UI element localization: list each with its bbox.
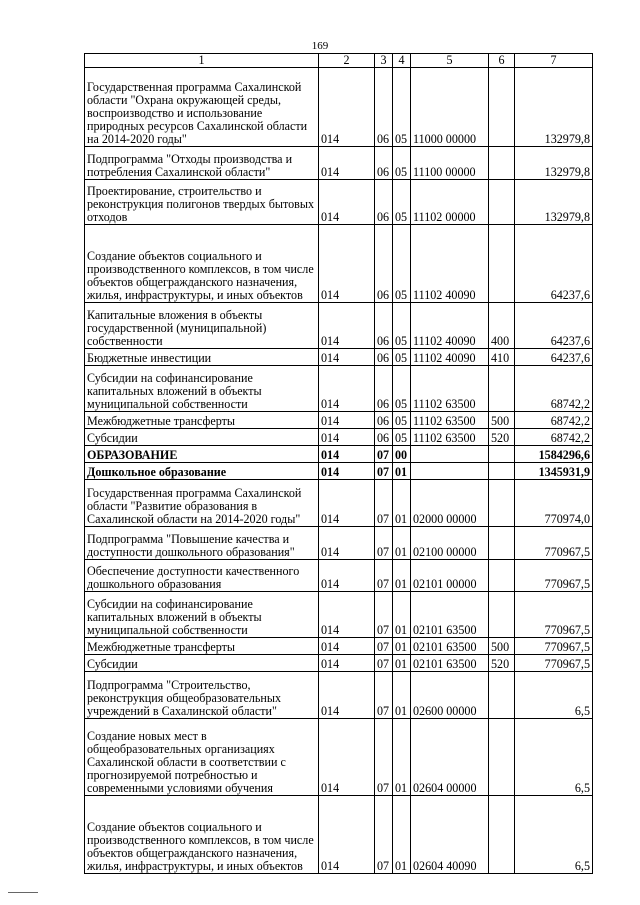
item-name-cell: Обеспечение доступности качественного дошкольного образования — [85, 560, 319, 592]
code-section-cell: 07 — [375, 463, 393, 480]
table-row — [85, 592, 593, 638]
code-admin-cell: 014 — [319, 672, 375, 719]
table-row — [85, 655, 593, 672]
table-row — [85, 638, 593, 655]
code-expense-type-cell — [489, 592, 515, 638]
code-expense-type-cell: 520 — [489, 429, 515, 446]
table-row — [85, 303, 593, 349]
code-admin-cell: 014 — [319, 147, 375, 180]
code-admin-cell: 014 — [319, 180, 375, 225]
code-section-cell: 06 — [375, 349, 393, 366]
budget-table — [84, 53, 593, 874]
code-admin-cell: 014 — [319, 412, 375, 429]
code-subsection-cell: 01 — [393, 719, 411, 796]
code-target-cell: 02100 00000 — [411, 527, 489, 560]
amount-cell: 64237,6 — [515, 349, 593, 366]
code-section-cell: 06 — [375, 429, 393, 446]
item-name-cell: Субсидии — [85, 655, 319, 672]
item-name-cell: Государственная программа Сахалинской области "Развитие образования в Сахалинской области на 2014-2020 годы" — [85, 480, 319, 527]
code-expense-type-cell — [489, 366, 515, 412]
item-name-cell: Межбюджетные трансферты — [85, 412, 319, 429]
header-cell: 4 — [393, 54, 411, 68]
code-subsection-cell: 05 — [393, 303, 411, 349]
code-expense-type-cell — [489, 560, 515, 592]
code-target-cell: 02604 00000 — [411, 719, 489, 796]
code-target-cell: 11100 00000 — [411, 147, 489, 180]
table-row — [85, 527, 593, 560]
amount-cell: 132979,8 — [515, 68, 593, 147]
code-expense-type-cell — [489, 463, 515, 480]
code-subsection-cell: 01 — [393, 796, 411, 874]
item-name-cell: Проектирование, строительство и реконструкция полигонов твердых бытовых отходов — [85, 180, 319, 225]
code-subsection-cell: 01 — [393, 655, 411, 672]
code-expense-type-cell: 410 — [489, 349, 515, 366]
amount-cell: 770967,5 — [515, 655, 593, 672]
table-row — [85, 463, 593, 480]
code-section-cell: 07 — [375, 655, 393, 672]
item-name-cell: Субсидии — [85, 429, 319, 446]
code-target-cell: 11102 63500 — [411, 412, 489, 429]
code-subsection-cell: 05 — [393, 147, 411, 180]
code-target-cell: 02101 63500 — [411, 638, 489, 655]
amount-cell: 1584296,6 — [515, 446, 593, 463]
code-section-cell: 07 — [375, 796, 393, 874]
table-row — [85, 446, 593, 463]
code-admin-cell: 014 — [319, 429, 375, 446]
code-subsection-cell: 05 — [393, 180, 411, 225]
code-admin-cell: 014 — [319, 225, 375, 303]
amount-cell: 64237,6 — [515, 225, 593, 303]
amount-cell: 64237,6 — [515, 303, 593, 349]
amount-cell: 6,5 — [515, 672, 593, 719]
code-section-cell: 06 — [375, 147, 393, 180]
item-name-cell: Создание новых мест в общеобразовательных организациях Сахалинской области в соответствии с прогнозируемой потребностью и современными условиями обучения — [85, 719, 319, 796]
amount-cell: 1345931,9 — [515, 463, 593, 480]
code-expense-type-cell: 500 — [489, 412, 515, 429]
code-section-cell: 06 — [375, 68, 393, 147]
code-subsection-cell: 00 — [393, 446, 411, 463]
code-section-cell: 07 — [375, 719, 393, 796]
code-expense-type-cell — [489, 672, 515, 719]
item-name-cell: Субсидии на софинансирование капитальных вложений в объекты муниципальной собственности — [85, 592, 319, 638]
code-expense-type-cell — [489, 147, 515, 180]
header-cell: 5 — [411, 54, 489, 68]
amount-cell: 770967,5 — [515, 638, 593, 655]
table-row — [85, 412, 593, 429]
code-section-cell: 07 — [375, 672, 393, 719]
page-number: 169 — [311, 40, 329, 52]
header-cell: 6 — [489, 54, 515, 68]
amount-cell: 6,5 — [515, 719, 593, 796]
code-target-cell: 02101 00000 — [411, 560, 489, 592]
code-target-cell: 11102 40090 — [411, 225, 489, 303]
code-subsection-cell: 01 — [393, 480, 411, 527]
table-row — [85, 560, 593, 592]
item-name-cell: Бюджетные инвестиции — [85, 349, 319, 366]
code-subsection-cell: 05 — [393, 412, 411, 429]
code-subsection-cell: 01 — [393, 592, 411, 638]
code-subsection-cell: 01 — [393, 638, 411, 655]
code-subsection-cell: 01 — [393, 672, 411, 719]
code-expense-type-cell — [489, 68, 515, 147]
code-section-cell: 07 — [375, 592, 393, 638]
code-admin-cell: 014 — [319, 719, 375, 796]
code-section-cell: 06 — [375, 225, 393, 303]
item-name-cell: ОБРАЗОВАНИЕ — [85, 446, 319, 463]
code-subsection-cell: 05 — [393, 225, 411, 303]
amount-cell: 68742,2 — [515, 412, 593, 429]
code-subsection-cell: 01 — [393, 463, 411, 480]
code-target-cell: 02101 63500 — [411, 592, 489, 638]
header-cell: 3 — [375, 54, 393, 68]
code-target-cell: 11000 00000 — [411, 68, 489, 147]
table-body — [85, 54, 593, 874]
header-cell: 1 — [85, 54, 319, 68]
code-section-cell: 06 — [375, 180, 393, 225]
table-row — [85, 225, 593, 303]
code-expense-type-cell — [489, 446, 515, 463]
code-section-cell: 07 — [375, 527, 393, 560]
code-section-cell: 07 — [375, 560, 393, 592]
amount-cell: 770967,5 — [515, 560, 593, 592]
code-admin-cell: 014 — [319, 303, 375, 349]
table-row — [85, 180, 593, 225]
code-target-cell: 11102 63500 — [411, 429, 489, 446]
code-admin-cell: 014 — [319, 638, 375, 655]
table-row — [85, 672, 593, 719]
code-subsection-cell: 05 — [393, 349, 411, 366]
amount-cell: 68742,2 — [515, 366, 593, 412]
table-row — [85, 719, 593, 796]
code-expense-type-cell: 500 — [489, 638, 515, 655]
code-target-cell — [411, 463, 489, 480]
code-admin-cell: 014 — [319, 560, 375, 592]
code-admin-cell: 014 — [319, 366, 375, 412]
table-row — [85, 147, 593, 180]
amount-cell: 6,5 — [515, 796, 593, 874]
item-name-cell: Создание объектов социального и производственного комплексов, в том числе объектов общегражданского назначения, жилья, инфраструктуры, и иных объектов — [85, 225, 319, 303]
code-expense-type-cell — [489, 796, 515, 874]
code-subsection-cell: 05 — [393, 366, 411, 412]
code-subsection-cell: 01 — [393, 527, 411, 560]
header-cell: 7 — [515, 54, 593, 68]
item-name-cell: Субсидии на софинансирование капитальных вложений в объекты муниципальной собственности — [85, 366, 319, 412]
code-expense-type-cell: 520 — [489, 655, 515, 672]
table-row — [85, 429, 593, 446]
code-admin-cell: 014 — [319, 655, 375, 672]
footer-divider — [8, 892, 38, 893]
table-row — [85, 796, 593, 874]
code-admin-cell: 014 — [319, 796, 375, 874]
table-header-row — [85, 54, 593, 68]
code-admin-cell: 014 — [319, 527, 375, 560]
amount-cell: 770967,5 — [515, 592, 593, 638]
amount-cell: 770974,0 — [515, 480, 593, 527]
code-admin-cell: 014 — [319, 446, 375, 463]
item-name-cell: Создание объектов социального и производственного комплексов, в том числе объектов общегражданского назначения, жилья, инфраструктуры, и иных объектов — [85, 796, 319, 874]
code-target-cell: 02604 40090 — [411, 796, 489, 874]
code-target-cell: 02600 00000 — [411, 672, 489, 719]
code-admin-cell: 014 — [319, 349, 375, 366]
code-target-cell: 11102 63500 — [411, 366, 489, 412]
code-admin-cell: 014 — [319, 68, 375, 147]
code-expense-type-cell — [489, 180, 515, 225]
amount-cell: 132979,8 — [515, 180, 593, 225]
code-section-cell: 07 — [375, 446, 393, 463]
code-target-cell: 11102 00000 — [411, 180, 489, 225]
code-subsection-cell: 05 — [393, 429, 411, 446]
code-subsection-cell: 05 — [393, 68, 411, 147]
table-row — [85, 68, 593, 147]
code-admin-cell: 014 — [319, 463, 375, 480]
code-section-cell: 06 — [375, 366, 393, 412]
item-name-cell: Государственная программа Сахалинской области "Охрана окружающей среды, воспроизводство и использование природных ресурсов Сахалинской области на 2014-2020 годы" — [85, 68, 319, 147]
amount-cell: 132979,8 — [515, 147, 593, 180]
code-expense-type-cell — [489, 225, 515, 303]
table-row — [85, 480, 593, 527]
code-target-cell: 02000 00000 — [411, 480, 489, 527]
item-name-cell: Подпрограмма "Строительство, реконструкция общеобразовательных учреждений в Сахалинской области" — [85, 672, 319, 719]
item-name-cell: Подпрограмма "Повышение качества и доступности дошкольного образования" — [85, 527, 319, 560]
amount-cell: 68742,2 — [515, 429, 593, 446]
table-row — [85, 349, 593, 366]
code-expense-type-cell — [489, 480, 515, 527]
amount-cell: 770967,5 — [515, 527, 593, 560]
code-section-cell: 07 — [375, 480, 393, 527]
item-name-cell: Подпрограмма "Отходы производства и потребления Сахалинской области" — [85, 147, 319, 180]
code-expense-type-cell: 400 — [489, 303, 515, 349]
code-expense-type-cell — [489, 527, 515, 560]
header-cell: 2 — [319, 54, 375, 68]
code-target-cell: 02101 63500 — [411, 655, 489, 672]
code-target-cell: 11102 40090 — [411, 349, 489, 366]
code-subsection-cell: 01 — [393, 560, 411, 592]
item-name-cell: Дошкольное образование — [85, 463, 319, 480]
code-section-cell: 07 — [375, 638, 393, 655]
item-name-cell: Капитальные вложения в объекты государственной (муниципальной) собственности — [85, 303, 319, 349]
code-section-cell: 06 — [375, 303, 393, 349]
code-expense-type-cell — [489, 719, 515, 796]
code-target-cell: 11102 40090 — [411, 303, 489, 349]
code-section-cell: 06 — [375, 412, 393, 429]
item-name-cell: Межбюджетные трансферты — [85, 638, 319, 655]
code-admin-cell: 014 — [319, 592, 375, 638]
table-row — [85, 366, 593, 412]
code-target-cell — [411, 446, 489, 463]
code-admin-cell: 014 — [319, 480, 375, 527]
